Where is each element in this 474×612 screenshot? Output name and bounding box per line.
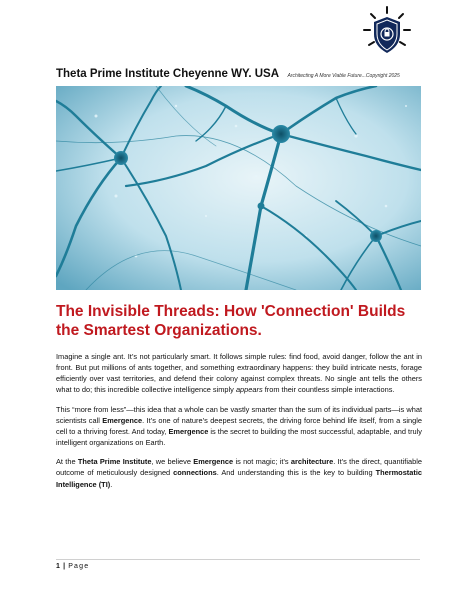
article-title: The Invisible Threads: How 'Connection' Builds the Smartest Organizations. [56,303,406,339]
page-number: 1 [56,563,60,570]
page-footer [56,563,89,570]
document-header [56,64,436,82]
paragraph-1: Imagine a single ant. It’s not particularly smart. It follows simple rules: find food, avoid danger, follow the ant in front. But put millions of ants together, and something extraordinary happens: they build intricate nests, forage efficiently over vast territories, and defend their colony against complex threats. No single ant tells the others what to do; this incredible collective intelligence simply appears from their countless simple interactions. [56,352,422,395]
paragraph-3: At the Theta Prime Institute, we believe Emergence is not magic; it’s architecture. It’s the direct, quantifiable outcome of meticulously designed connections. And understanding this is the key to building Thermostatic Intelligence (TI). [56,457,423,489]
shield-emblem-icon [358,4,416,62]
article-body [56,351,422,498]
footer-divider [56,559,420,560]
page-label: Page [68,563,90,570]
page-separator: | [63,563,66,570]
neuron-network-image [56,86,421,290]
institute-name: Theta Prime Institute Cheyenne WY. USA [56,68,280,80]
header-tagline: Architecting A More Viable Future...Copyright 2025 [287,73,400,79]
paragraph-2: This “more from less”—this idea that a whole can be vastly smarter than the sum of its individual parts—is what scientists call Emergence. It’s one of nature’s deepest secrets, the driving force behind life itself, from a single cell to a thriving forest. And today, Emergence is the secret to building the most successful, adaptable, and truly intelligent organizations on Earth. [56,404,423,447]
